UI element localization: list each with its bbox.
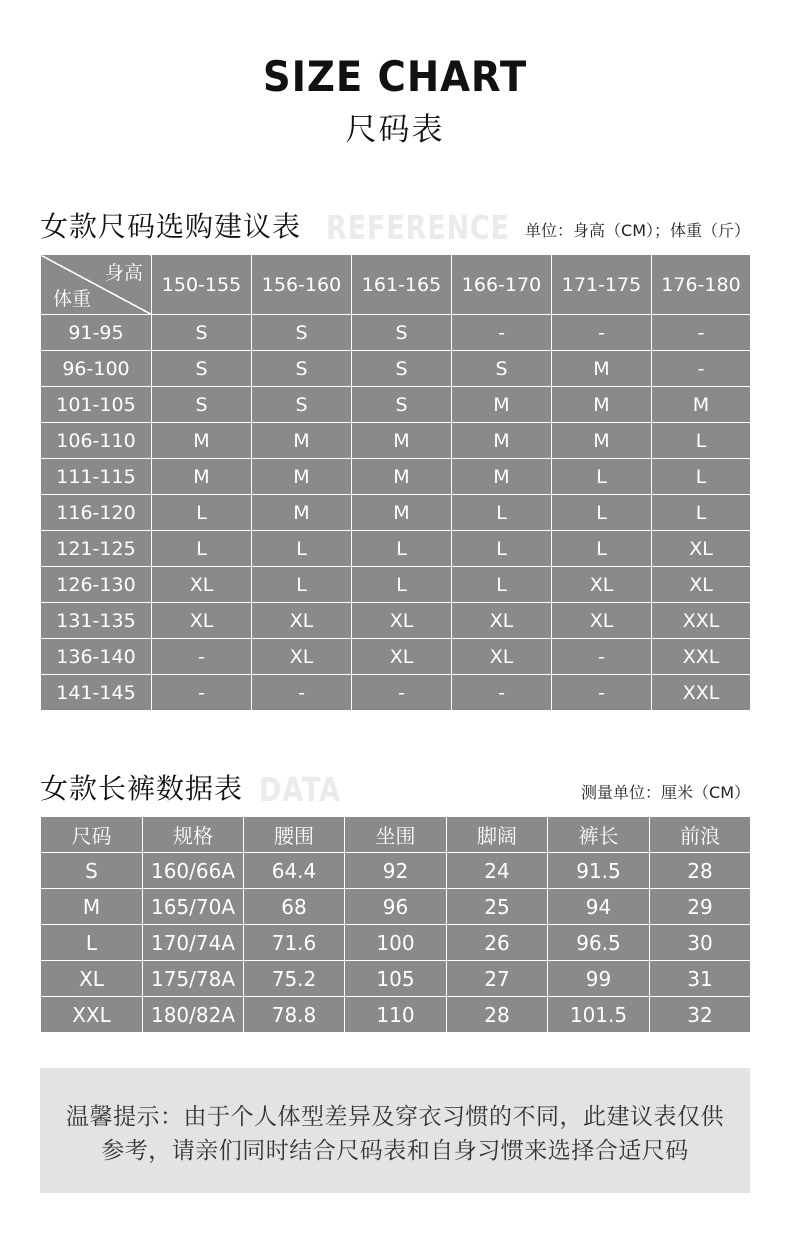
pants-column-header: 脚阔 — [447, 817, 548, 853]
size-cell: XL — [552, 567, 652, 603]
corner-height-label: 身高 — [104, 262, 143, 284]
size-table-row — [41, 639, 751, 675]
size-cell: L — [352, 567, 452, 603]
size-section-unit: 单位：身高（CM）；体重（斤） — [525, 221, 750, 240]
pants-section-title: 女款长裤数据表 — [40, 772, 244, 805]
pants-table-row — [41, 889, 751, 925]
size-cell: - — [552, 675, 652, 711]
size-cell: L — [652, 423, 751, 459]
size-cell: S — [152, 387, 252, 423]
pants-data-cell: 94 — [548, 889, 650, 925]
size-cell: - — [252, 675, 352, 711]
size-cell: M — [552, 423, 652, 459]
pants-data-cell: 78.8 — [244, 997, 345, 1033]
size-cell: M — [552, 351, 652, 387]
size-cell: - — [452, 315, 552, 351]
pants-data-cell: 92 — [345, 853, 447, 889]
size-cell: S — [152, 351, 252, 387]
size-table-corner-cell — [41, 255, 152, 315]
size-cell: - — [452, 675, 552, 711]
size-cell: M — [652, 387, 751, 423]
pants-column-header: 尺码 — [41, 817, 143, 853]
size-cell: M — [452, 459, 552, 495]
size-cell: M — [452, 423, 552, 459]
size-cell: S — [152, 315, 252, 351]
tip-box — [40, 1068, 750, 1193]
weight-range-cell: 121-125 — [41, 531, 152, 567]
size-section-title: 女款尺码选购建议表 — [40, 210, 302, 243]
weight-range-cell: 91-95 — [41, 315, 152, 351]
size-section-header — [40, 205, 750, 245]
corner-weight-label: 体重 — [53, 288, 92, 310]
pants-data-cell: 105 — [345, 961, 447, 997]
size-cell: S — [252, 351, 352, 387]
pants-data-cell: 170/74A — [143, 925, 244, 961]
size-cell: XL — [252, 639, 352, 675]
size-cell: M — [152, 423, 252, 459]
size-cell: - — [652, 315, 751, 351]
size-table-row — [41, 459, 751, 495]
size-table-row — [41, 387, 751, 423]
size-cell: XL — [252, 603, 352, 639]
size-cell: XL — [352, 603, 452, 639]
size-table-row — [41, 603, 751, 639]
size-cell: - — [552, 315, 652, 351]
size-cell: S — [352, 315, 452, 351]
size-cell: - — [652, 351, 751, 387]
pants-data-cell: 96 — [345, 889, 447, 925]
pants-table-row — [41, 961, 751, 997]
size-recommendation-table — [40, 254, 751, 711]
size-cell: M — [252, 423, 352, 459]
pants-section-header — [40, 767, 750, 807]
weight-range-cell: 131-135 — [41, 603, 152, 639]
size-cell: L — [452, 567, 552, 603]
size-cell: - — [152, 639, 252, 675]
size-cell: XL — [152, 603, 252, 639]
pants-data-cell: 165/70A — [143, 889, 244, 925]
size-cell: XL — [352, 639, 452, 675]
pants-data-cell: 101.5 — [548, 997, 650, 1033]
pants-data-cell: 175/78A — [143, 961, 244, 997]
pants-data-cell: 160/66A — [143, 853, 244, 889]
weight-range-cell: 141-145 — [41, 675, 152, 711]
pants-table-row — [41, 925, 751, 961]
height-column-header: 171-175 — [552, 255, 652, 315]
pants-data-cell: 26 — [447, 925, 548, 961]
page-title-cn: 尺码表 — [345, 112, 445, 148]
size-cell: S — [352, 387, 452, 423]
size-cell: L — [552, 531, 652, 567]
size-cell: S — [252, 315, 352, 351]
pants-data-cell: 110 — [345, 997, 447, 1033]
weight-range-cell: 111-115 — [41, 459, 152, 495]
pants-data-cell: 91.5 — [548, 853, 650, 889]
size-cell: - — [352, 675, 452, 711]
weight-range-cell: 136-140 — [41, 639, 152, 675]
pants-data-table — [40, 816, 751, 1033]
pants-data-cell: XL — [41, 961, 143, 997]
pants-data-cell: 32 — [650, 997, 751, 1033]
pants-table-header-row — [41, 817, 751, 853]
size-table-row — [41, 351, 751, 387]
pants-column-header: 腰围 — [244, 817, 345, 853]
size-cell: L — [452, 495, 552, 531]
size-table-row — [41, 423, 751, 459]
size-cell: XXL — [652, 639, 751, 675]
size-cell: - — [552, 639, 652, 675]
size-cell: XL — [452, 603, 552, 639]
pants-data-cell: 31 — [650, 961, 751, 997]
pants-data-cell: 30 — [650, 925, 751, 961]
height-column-header: 176-180 — [652, 255, 751, 315]
pants-data-cell: 28 — [650, 853, 751, 889]
height-column-header: 150-155 — [152, 255, 252, 315]
size-table-row — [41, 567, 751, 603]
size-table-row — [41, 531, 751, 567]
pants-data-cell: 180/82A — [143, 997, 244, 1033]
pants-data-cell: M — [41, 889, 143, 925]
size-cell: L — [352, 531, 452, 567]
pants-column-header: 前浪 — [650, 817, 751, 853]
pants-data-cell: 96.5 — [548, 925, 650, 961]
size-cell: L — [152, 531, 252, 567]
pants-data-cell: 68 — [244, 889, 345, 925]
size-cell: L — [252, 567, 352, 603]
size-cell: XXL — [652, 603, 751, 639]
size-cell: L — [552, 495, 652, 531]
size-cell: L — [452, 531, 552, 567]
pants-column-header: 裤长 — [548, 817, 650, 853]
size-cell: M — [252, 459, 352, 495]
size-cell: S — [252, 387, 352, 423]
size-cell: M — [152, 459, 252, 495]
size-cell: M — [552, 387, 652, 423]
size-table-row — [41, 315, 751, 351]
pants-data-cell: 24 — [447, 853, 548, 889]
weight-range-cell: 126-130 — [41, 567, 152, 603]
height-column-header: 166-170 — [452, 255, 552, 315]
height-column-header: 161-165 — [352, 255, 452, 315]
size-cell: - — [152, 675, 252, 711]
size-cell: M — [352, 495, 452, 531]
pants-data-cell: 75.2 — [244, 961, 345, 997]
size-cell: XXL — [652, 675, 751, 711]
tip-text-line-1: 温馨提示：由于个人体型差异及穿衣习惯的不同，此建议表仅供 — [66, 1104, 724, 1130]
size-cell: L — [252, 531, 352, 567]
size-cell: L — [652, 495, 751, 531]
size-cell: M — [352, 423, 452, 459]
size-cell: XL — [452, 639, 552, 675]
size-table-row — [41, 675, 751, 711]
size-cell: M — [252, 495, 352, 531]
size-table-header-row — [41, 255, 751, 315]
pants-data-cell: 99 — [548, 961, 650, 997]
weight-range-cell: 116-120 — [41, 495, 152, 531]
pants-section-ghost-text: DATA — [259, 770, 341, 809]
page-title-en: SIZE CHART — [262, 52, 528, 101]
size-cell: XL — [652, 531, 751, 567]
size-cell: XL — [152, 567, 252, 603]
pants-table-row — [41, 853, 751, 889]
pants-data-cell: 25 — [447, 889, 548, 925]
pants-data-cell: 29 — [650, 889, 751, 925]
pants-section-unit: 测量单位：厘米（CM） — [581, 783, 750, 802]
size-cell: S — [452, 351, 552, 387]
pants-column-header: 坐围 — [345, 817, 447, 853]
pants-data-cell: L — [41, 925, 143, 961]
pants-data-cell: 64.4 — [244, 853, 345, 889]
weight-range-cell: 101-105 — [41, 387, 152, 423]
pants-data-cell: S — [41, 853, 143, 889]
pants-column-header: 规格 — [143, 817, 244, 853]
size-cell: L — [152, 495, 252, 531]
size-cell: L — [552, 459, 652, 495]
tip-text-line-2: 参考，请亲们同时结合尺码表和自身习惯来选择合适尺码 — [101, 1138, 689, 1164]
pants-data-cell: 100 — [345, 925, 447, 961]
size-cell: M — [352, 459, 452, 495]
size-cell: XL — [652, 567, 751, 603]
size-cell: S — [352, 351, 452, 387]
weight-range-cell: 106-110 — [41, 423, 152, 459]
pants-data-cell: 27 — [447, 961, 548, 997]
size-section-ghost-text: REFERENCE — [326, 208, 510, 247]
size-cell: L — [652, 459, 751, 495]
weight-range-cell: 96-100 — [41, 351, 152, 387]
pants-data-cell: 28 — [447, 997, 548, 1033]
pants-data-cell: XXL — [41, 997, 143, 1033]
height-column-header: 156-160 — [252, 255, 352, 315]
size-table-row — [41, 495, 751, 531]
size-cell: M — [452, 387, 552, 423]
pants-table-row — [41, 997, 751, 1033]
pants-data-cell: 71.6 — [244, 925, 345, 961]
size-cell: XL — [552, 603, 652, 639]
